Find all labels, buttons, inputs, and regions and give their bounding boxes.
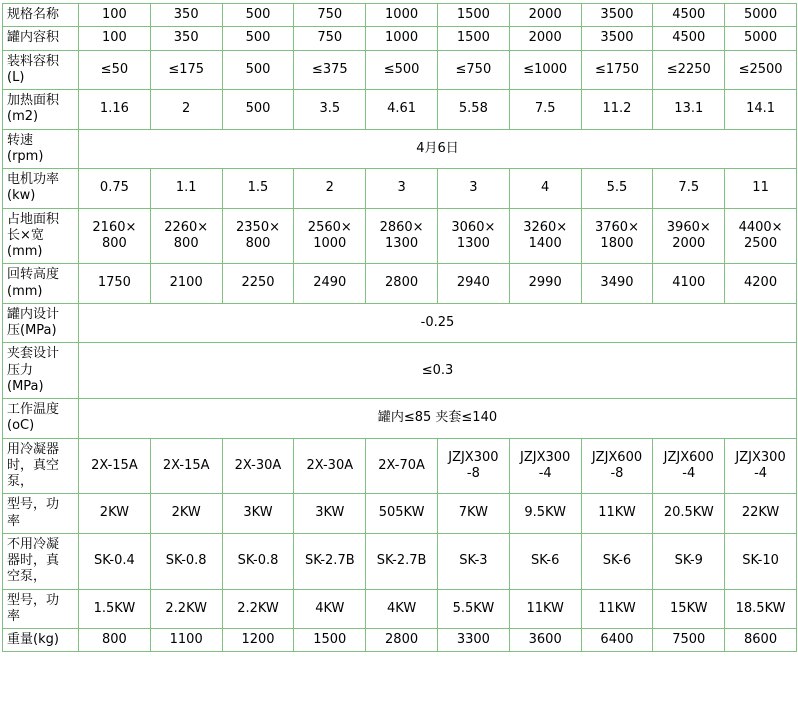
table-cell-line: 3960× [666,219,711,235]
table-cell-line: 1800 [600,235,634,251]
table-cell: ≤375 [294,50,366,90]
table-cell [581,438,653,494]
table-cell-line: 4400× [738,219,783,235]
table-cell: 2940 [437,264,509,304]
row-label-line: 器时，真 [7,553,60,568]
table-cell: 11 [725,169,797,209]
table-cell-line: JZJX600 [663,449,714,465]
table-cell: SK-10 [725,533,797,589]
table-row [3,343,797,399]
table-cell-line: -4 [682,465,696,481]
row-label-line: 用冷凝器 [7,441,60,457]
row-label-line: 夹套设计 [7,346,60,362]
table-cell-line: 800 [245,235,271,251]
table-cell-line: 3760× [594,219,639,235]
table-cell [725,438,797,494]
table-cell-line: 2260× [164,219,209,235]
table-cell-line: 2000 [672,235,706,251]
table-cell: 20.5KW [653,494,725,534]
table-cell: 5.5 [581,169,653,209]
table-cell: 2250 [222,264,294,304]
row-label-line: (kw) [7,188,36,204]
table-cell: 11KW [509,589,581,629]
table-cell: ≤50 [79,50,151,90]
table-cell: ≤175 [150,50,222,90]
table-cell: 1.5KW [79,589,151,629]
row-label-line: (mm) [7,244,43,259]
table-row [3,303,797,343]
row-label-line: 时，真空 [7,457,60,473]
table-cell: 5.5KW [437,589,509,629]
row-label-line: (oC) [7,418,35,434]
specification-table [2,3,797,652]
row-label-line: 型号，功 [7,497,60,513]
table-cell: ≤500 [366,50,438,90]
table-cell: 1750 [79,264,151,304]
table-cell-line: 2860× [379,219,424,235]
table-cell: SK-6 [509,533,581,589]
row-label-line: 装料容积 [7,53,60,69]
table-cell-line: 2500 [744,235,778,251]
table-cell: 750 [294,4,366,27]
row-label-line: 型号，功 [7,592,60,608]
table-cell [222,438,294,494]
table-cell-line: 800 [101,235,127,251]
row-label-line: (rpm) [7,148,44,164]
row-label-line: 重量(kg) [7,632,59,647]
row-label [3,629,79,652]
table-cell: 350 [150,27,222,50]
table-cell: 11.2 [581,90,653,130]
table-cell [437,208,509,264]
table-cell: 1.1 [150,169,222,209]
table-cell: 2490 [294,264,366,304]
row-label-line: 压(MPa) [7,323,57,338]
row-label-line: (mm) [7,283,43,299]
table-cell: SK-2.7B [294,533,366,589]
table-cell: 14.1 [725,90,797,130]
table-cell-line: 800 [173,235,199,251]
table-cell-merged: 罐内≤85 夹套≤140 [79,399,797,439]
table-cell: SK-0.8 [222,533,294,589]
table-row [3,50,797,90]
table-cell [79,208,151,264]
table-cell: ≤2250 [653,50,725,90]
table-row [3,90,797,130]
table-cell [294,208,366,264]
table-cell: 3KW [294,494,366,534]
table-cell: 18.5KW [725,589,797,629]
row-label-line: 规格名称 [7,7,60,22]
row-label [3,129,79,169]
table-cell: 4.61 [366,90,438,130]
row-label-line: (L) [7,69,25,85]
table-cell: SK-0.4 [79,533,151,589]
row-label-line: 不用冷凝 [7,536,60,552]
table-cell-line: JZJX300 [735,449,786,465]
table-cell: 4100 [653,264,725,304]
table-cell-line: 1300 [385,235,419,251]
row-label [3,533,79,589]
row-label [3,50,79,90]
table-cell: 2KW [150,494,222,534]
table-cell: 2100 [150,264,222,304]
table-cell [366,208,438,264]
table-cell [437,438,509,494]
table-cell: 4500 [653,27,725,50]
table-cell-line: 2X-30A [306,457,354,473]
row-label [3,4,79,27]
row-label-line: 率 [7,513,21,529]
row-label [3,169,79,209]
table-cell: SK-3 [437,533,509,589]
table-cell [725,208,797,264]
table-cell: 2990 [509,264,581,304]
table-cell: 1200 [222,629,294,652]
row-label-line: (m2) [7,109,39,125]
row-label-line: 电机功率 [7,172,60,187]
table-body [3,4,797,652]
row-label [3,208,79,264]
table-cell: 4 [509,169,581,209]
table-cell-line: 2X-70A [378,457,425,473]
table-cell-line: JZJX300 [520,449,571,465]
table-cell: 1500 [437,4,509,27]
table-cell-line: 1000 [313,235,347,251]
table-cell-line: JZJX300 [448,449,499,465]
table-cell-line: 1300 [456,235,490,251]
table-cell: SK-9 [653,533,725,589]
table-cell: 3490 [581,264,653,304]
table-cell: ≤2500 [725,50,797,90]
table-cell: 4500 [653,4,725,27]
table-row [3,264,797,304]
table-cell: 3500 [581,27,653,50]
row-label [3,343,79,399]
table-cell: 500 [222,90,294,130]
table-row [3,533,797,589]
table-cell [79,438,151,494]
table-cell-line: -8 [610,465,624,481]
table-row [3,208,797,264]
table-cell: 100 [79,4,151,27]
table-cell: 3KW [222,494,294,534]
table-cell: 500 [222,50,294,90]
table-cell: 500 [222,27,294,50]
table-cell: ≤750 [437,50,509,90]
table-cell: 5000 [725,27,797,50]
table-row [3,438,797,494]
table-cell: 2KW [79,494,151,534]
row-label-line: 空泵， [7,569,47,585]
table-cell: 1000 [366,27,438,50]
table-cell [294,438,366,494]
table-cell: 2 [150,90,222,130]
table-row [3,129,797,169]
table-cell: SK-0.8 [150,533,222,589]
table-cell: 7.5 [653,169,725,209]
table-cell: SK-6 [581,533,653,589]
table-cell-line: -8 [466,465,480,481]
table-cell: 11KW [581,589,653,629]
table-cell-line: 2X-30A [234,457,282,473]
table-cell: 1100 [150,629,222,652]
table-cell [653,208,725,264]
row-label-line: 转速 [7,132,34,148]
table-cell: SK-2.7B [366,533,438,589]
table-cell: 5000 [725,4,797,27]
table-row [3,169,797,209]
table-cell: 3.5 [294,90,366,130]
table-cell: 750 [294,27,366,50]
table-cell: 4KW [366,589,438,629]
table-cell: 350 [150,4,222,27]
table-cell [509,438,581,494]
table-cell-line: 2X-15A [162,457,210,473]
table-cell-line: 2560× [307,219,352,235]
table-cell: ≤1000 [509,50,581,90]
row-label [3,589,79,629]
row-label-line: 泵， [7,474,34,489]
table-cell: ≤1750 [581,50,653,90]
table-cell: 3500 [581,4,653,27]
table-row [3,629,797,652]
table-cell [653,438,725,494]
row-label-line: 罐内设计 [7,306,60,322]
table-cell: 500 [222,4,294,27]
table-cell: 4KW [294,589,366,629]
table-cell [509,208,581,264]
table-cell: 2 [294,169,366,209]
table-cell: 2000 [509,27,581,50]
table-cell: 3300 [437,629,509,652]
table-cell: 22KW [725,494,797,534]
table-cell-line: 2350× [236,219,280,235]
table-cell: 1500 [437,27,509,50]
table-row [3,4,797,27]
table-cell [366,438,438,494]
table-cell-merged: -0.25 [79,303,797,343]
table-cell-line: 3260× [523,219,568,235]
table-cell: 7500 [653,629,725,652]
table-cell: 1000 [366,4,438,27]
row-label [3,303,79,343]
table-cell-line: -4 [538,465,552,481]
row-label [3,264,79,304]
table-cell-line: 1400 [528,235,562,251]
table-row [3,589,797,629]
table-cell: 3 [437,169,509,209]
table-cell: 800 [79,629,151,652]
table-row [3,494,797,534]
row-label [3,399,79,439]
table-cell-line: -4 [754,465,768,481]
table-cell: 15KW [653,589,725,629]
row-label-line: 罐内容积 [7,30,60,46]
row-label-line: 占地面积 [7,211,60,227]
row-label [3,438,79,494]
table-cell: 8600 [725,629,797,652]
table-cell: 3 [366,169,438,209]
table-cell: 6400 [581,629,653,652]
row-label-line: (MPa) [7,378,44,394]
table-cell: 1.5 [222,169,294,209]
row-label-line: 工作温度 [7,402,60,417]
table-cell: 3600 [509,629,581,652]
row-label-line: 加热面积 [7,93,60,108]
table-cell-merged: 4月6日 [79,129,797,169]
table-cell: 4200 [725,264,797,304]
table-cell-line: 2160× [92,219,137,235]
row-label [3,90,79,130]
table-cell: 7KW [437,494,509,534]
table-cell-line: JZJX600 [591,449,643,465]
table-cell: 7.5 [509,90,581,130]
table-cell [581,208,653,264]
table-cell: 1500 [294,629,366,652]
row-label-line: 率 [7,608,21,624]
row-label [3,27,79,50]
table-cell: 1.16 [79,90,151,130]
table-cell: 11KW [581,494,653,534]
row-label-line: 压力 [7,362,34,378]
table-cell: 505KW [366,494,438,534]
table-cell [150,438,222,494]
table-cell [150,208,222,264]
table-cell: 2.2KW [222,589,294,629]
table-cell: 2000 [509,4,581,27]
table-cell: 5.58 [437,90,509,130]
table-cell [222,208,294,264]
table-cell: 0.75 [79,169,151,209]
table-cell-line: 3060× [451,219,496,235]
table-row [3,27,797,50]
row-label-line: 长×宽 [7,227,44,243]
table-cell-merged: ≤0.3 [79,343,797,399]
table-cell: 100 [79,27,151,50]
table-cell: 2800 [366,629,438,652]
table-cell: 2.2KW [150,589,222,629]
table-cell: 13.1 [653,90,725,130]
table-cell: 9.5KW [509,494,581,534]
table-row [3,399,797,439]
row-label [3,494,79,534]
row-label-line: 回转高度 [7,267,60,283]
table-cell-line: 2X-15A [91,457,138,473]
table-cell: 2800 [366,264,438,304]
